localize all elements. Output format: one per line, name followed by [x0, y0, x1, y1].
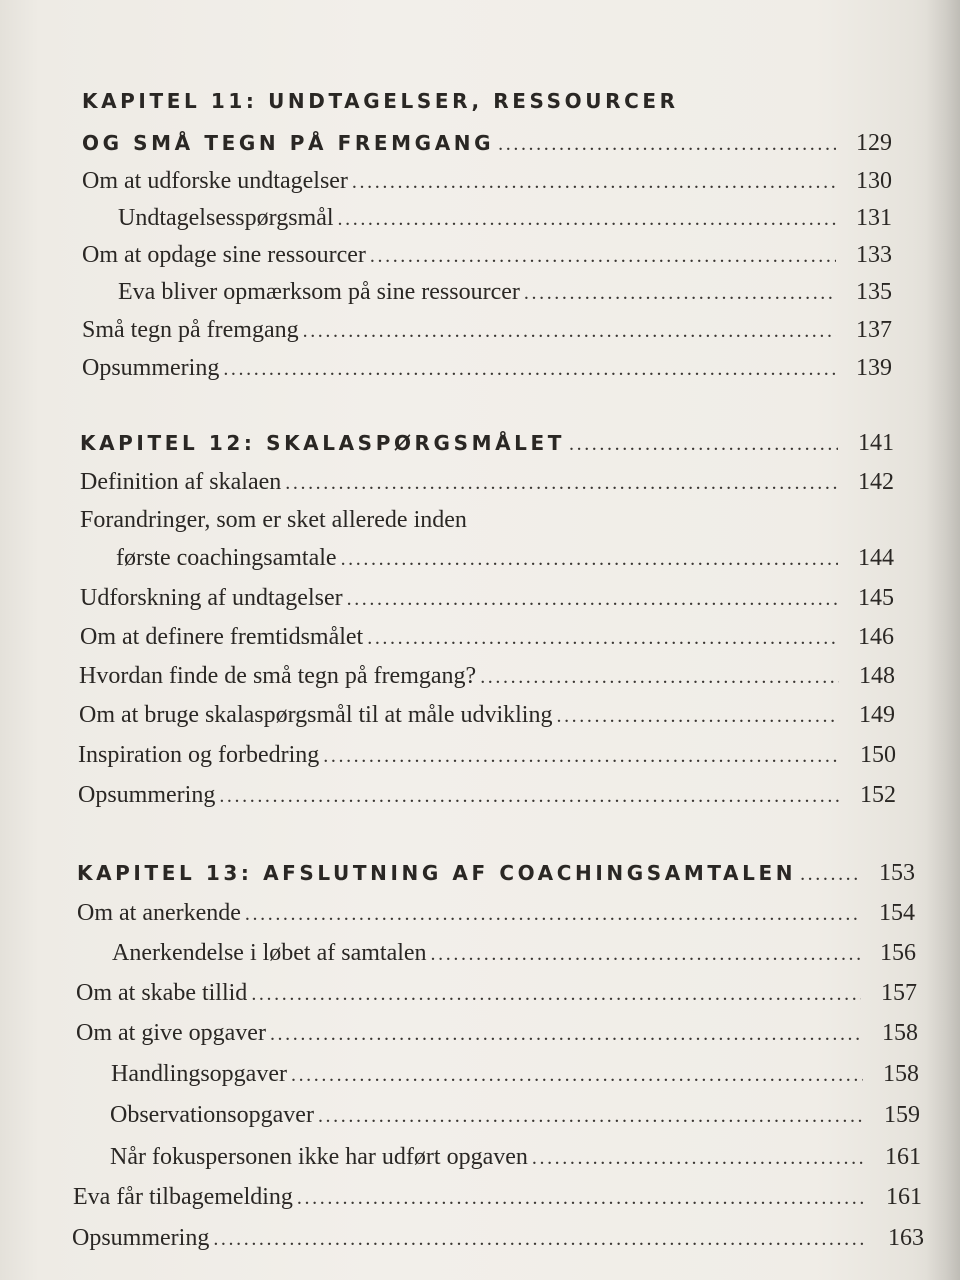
entry-title: Om at give opgaver [76, 1020, 266, 1046]
dot-leader [270, 1019, 862, 1049]
dot-leader [341, 544, 838, 574]
dot-leader [370, 241, 836, 271]
page-number: 149 [859, 702, 895, 728]
toc-subentry [110, 1100, 920, 1131]
dot-leader [251, 979, 861, 1009]
dot-leader [245, 899, 859, 929]
page-number: 152 [860, 782, 896, 808]
entry-title: første coachingsamtale [116, 545, 337, 571]
page-number: 129 [856, 130, 892, 156]
toc-entry [72, 1223, 924, 1254]
toc-subentry [118, 277, 892, 308]
toc-entry [80, 622, 894, 653]
dot-leader [213, 1224, 868, 1254]
page-number: 130 [856, 168, 892, 194]
chapter-13-heading [77, 858, 915, 889]
page-number: 157 [881, 980, 917, 1006]
page-number: 148 [859, 663, 895, 689]
page-number: 145 [858, 585, 894, 611]
toc-entry [78, 740, 896, 771]
toc-subentry [110, 1142, 921, 1173]
toc-subentry [111, 1059, 919, 1090]
page-edge-shadow [926, 0, 960, 1280]
page-number: 159 [884, 1102, 920, 1128]
entry-title: Om at opdage sine ressourcer [82, 242, 366, 268]
chapter-12-heading [80, 428, 894, 459]
page-number: 142 [858, 469, 894, 495]
dot-leader [297, 1183, 866, 1213]
dot-leader [219, 781, 840, 811]
page-number: 139 [856, 355, 892, 381]
entry-title: Handlingsopgaver [111, 1061, 287, 1087]
toc-entry [76, 978, 917, 1009]
dot-leader [480, 662, 839, 692]
dot-leader [338, 204, 836, 234]
page-number: 146 [858, 624, 894, 650]
entry-title: Opsummering [78, 782, 216, 808]
toc-entry [82, 240, 892, 271]
dot-leader [367, 623, 838, 653]
page-number: 158 [883, 1061, 919, 1087]
dot-leader [352, 167, 836, 197]
entry-title: Anerkendelse i løbet af samtalen [112, 940, 427, 966]
entry-title: Når fokuspersonen ikke har udført opgaven [110, 1144, 528, 1170]
entry-title: Observationsopgaver [110, 1102, 314, 1128]
page-number: 154 [879, 900, 915, 926]
dot-leader [532, 1143, 865, 1173]
entry-title: Opsummering [82, 355, 220, 381]
toc-subentry [116, 543, 894, 574]
entry-title: Om at bruge skalaspørgsmål til at måle udvikling [79, 702, 553, 728]
page-number: 141 [858, 430, 894, 456]
entry-title: Opsummering [72, 1225, 210, 1251]
entry-title: Om at skabe tillid [76, 980, 248, 1006]
dot-leader [323, 741, 840, 771]
entry-title: Udforskning af undtagelser [80, 585, 343, 611]
page-number: 131 [856, 205, 892, 231]
dot-leader [800, 859, 859, 889]
page-number: 156 [880, 940, 916, 966]
entry-title-line1: Forandringer, som er sket allerede inden [80, 507, 467, 533]
entry-title: Inspiration og forbedring [78, 742, 320, 768]
chapter-11-heading-line1: KAPITEL 11: UNDTAGELSER, RESSOURCER [82, 89, 679, 113]
toc-entry [79, 661, 895, 692]
entry-title: Undtagelsesspørgsmål [118, 205, 334, 231]
dot-leader [431, 939, 860, 969]
entry-title: Eva får tilbagemelding [73, 1184, 293, 1210]
toc-entry [80, 467, 894, 498]
entry-title: Om at definere fremtidsmålet [80, 624, 364, 650]
toc-entry [80, 583, 894, 614]
dot-leader [524, 278, 836, 308]
toc-entry [82, 353, 892, 384]
dot-leader [498, 129, 836, 159]
dot-leader [285, 468, 838, 498]
chapter-title: KAPITEL 12: SKALASPØRGSMÅLET [80, 431, 565, 455]
page-number: 163 [888, 1225, 924, 1251]
chapter-11-heading-line2: OG SMÅ TEGN PÅ FREMGANG [82, 131, 495, 155]
entry-title: Hvordan finde de små tegn på fremgang? [79, 663, 477, 689]
page-number: 144 [858, 545, 894, 571]
dot-leader [303, 316, 836, 346]
dot-leader [291, 1060, 863, 1090]
dot-leader [556, 701, 839, 731]
page-number: 135 [856, 279, 892, 305]
chapter-title: KAPITEL 13: AFSLUTNING AF COACHINGSAMTALEN [77, 861, 797, 885]
dot-leader [569, 429, 838, 459]
dot-leader [223, 354, 836, 384]
toc-entry [82, 315, 892, 346]
entry-title: Eva bliver opmærksom på sine ressourcer [118, 279, 520, 305]
page-number: 150 [860, 742, 896, 768]
chapter-11-heading [82, 128, 892, 159]
page-number: 158 [882, 1020, 918, 1046]
toc-subentry [112, 938, 916, 969]
toc-entry [78, 780, 896, 811]
entry-title: Definition af skalaen [80, 469, 282, 495]
dot-leader [318, 1101, 864, 1131]
entry-title: Om at udforske undtagelser [82, 168, 348, 194]
toc-entry [77, 898, 915, 929]
page-number: 133 [856, 242, 892, 268]
page-number: 161 [885, 1144, 921, 1170]
dot-leader [347, 584, 838, 614]
page-number: 153 [879, 860, 915, 886]
toc-subentry [118, 203, 892, 234]
toc-entry [73, 1182, 922, 1213]
entry-title: Om at anerkende [77, 900, 241, 926]
page-number: 137 [856, 317, 892, 343]
entry-title: Små tegn på fremgang [82, 317, 299, 343]
toc-entry [76, 1018, 918, 1049]
toc-entry [79, 700, 895, 731]
toc-entry [82, 166, 892, 197]
page-number: 161 [886, 1184, 922, 1210]
